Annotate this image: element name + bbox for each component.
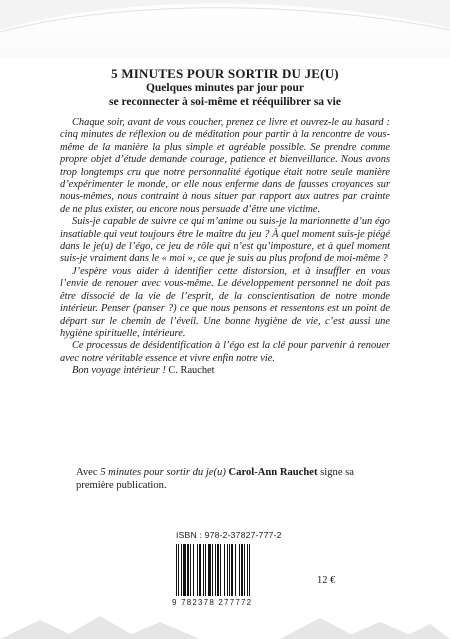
barcode-bar: [215, 544, 216, 596]
barcode-bar: [199, 544, 201, 596]
barcode-digits: 9 782378 277772: [172, 598, 290, 607]
barcode-bar: [241, 544, 243, 596]
pub-book-title: 5 minutes pour sortir du je(u): [100, 467, 226, 478]
blurb-paragraph: Chaque soir, avant de vous coucher, prenez ce livre et ouvrez-le au hasard : cinq minutes de réflexion ou de méditation pour partir à la rencontre de vous-même de la manière la plus simple et agréable possible. Se prendre comme propre objet d’étude demande courage, patience et bienveillance. Nous avons trop longtemps cru que notre personnalité égotique était notre seule manière d’expérimenter le monde, or elle nous enferme dans de fausses croyances sur nous-mêmes, nous contraint à nous situer par rapport aux autres par crainte de ne plus exister, ou encore nous persuade d’être une victime.: [60, 117, 390, 215]
barcode-bar: [176, 544, 177, 596]
barcode-bar: [205, 544, 206, 596]
barcode-bar: [197, 544, 198, 596]
author-signature: C. Rauchet: [168, 365, 215, 377]
isbn-label: ISBN : 978-2-37827-777-2: [176, 530, 282, 540]
title-block: [90, 66, 360, 109]
blurb-paragraph: Suis-je capable de suivre ce qui m’anime ou suis-je la marionnette d’un égo insatiable qui veut toujours être le maître du jeu ? À quel moment suis-je piégé dans le je(u) de l’égo, ce jeu de rôle qui n’est qu’imposture, et à quel moment suis-je vraiment dans le « moi », ce que je suis au plus profond de moi-même ?: [60, 216, 390, 265]
book-title: 5 MINUTES POUR SORTIR DU JE(U): [111, 66, 339, 81]
blurb-paragraph: Ce processus de désidentification à l’égo est la clé pour parvenir à renouer avec notre véritable essence et vivre enfin notre vie.: [60, 340, 390, 364]
barcode-bar: [239, 544, 240, 596]
barcode-bar: [193, 544, 194, 596]
barcode-bar: [178, 544, 179, 596]
barcode-bar: [217, 544, 219, 596]
barcode-bar: [187, 544, 189, 596]
barcode-bar: [247, 544, 248, 596]
barcode-bar: [227, 544, 228, 596]
barcode-bar: [203, 544, 204, 596]
barcode-bar: [220, 544, 221, 596]
pub-author-name: Carol-Ann Rauchet: [228, 467, 318, 478]
top-banner: [0, 0, 450, 58]
closing-text: Bon voyage intérieur !: [72, 365, 166, 377]
back-cover-blurb: [60, 117, 390, 378]
barcode-bar: [183, 544, 186, 596]
barcode-graphic: [172, 542, 290, 598]
barcode-bar: [181, 544, 182, 596]
barcode-bar: [208, 544, 211, 596]
barcode-bar: [212, 544, 213, 596]
pub-prefix: Avec: [76, 467, 101, 478]
barcode-bar: [224, 544, 225, 596]
barcode-bar: [229, 544, 230, 596]
barcode-bar: [249, 544, 250, 596]
subtitle-line-1: Quelques minutes par jour pour: [145, 82, 305, 94]
barcode-bar: [231, 544, 233, 596]
barcode-bar: [190, 544, 191, 596]
price-label: 12 €: [317, 575, 336, 586]
blurb-paragraph: J’espère vous aider à identifier cette distorsion, et à insuffler en vous l’envie de renouer avec vous-même. Le développement personnel ne doit pas être dissocié de la vie de l’esprit, de la conscientisation de notre monde intérieur. Penser (panser ?) ce que nous pensons et ressentons est un point de départ sur le chemin de l’éveil. Une bonne hygiène de vie, c’est aussi une hygiène spirituelle, intérieure.: [60, 265, 390, 339]
pub-suffix: signe sa première publication.: [76, 467, 354, 491]
decorative-bottom-pattern: [0, 610, 450, 639]
blurb-closing: [60, 365, 390, 377]
barcode-bar: [244, 544, 245, 596]
decorative-curve-graphic: [0, 0, 450, 60]
barcode-bar: [235, 544, 236, 596]
subtitle-line-2: se reconnecter à soi-même et rééquilibrer sa vie: [109, 96, 341, 108]
publication-note: [76, 466, 386, 492]
